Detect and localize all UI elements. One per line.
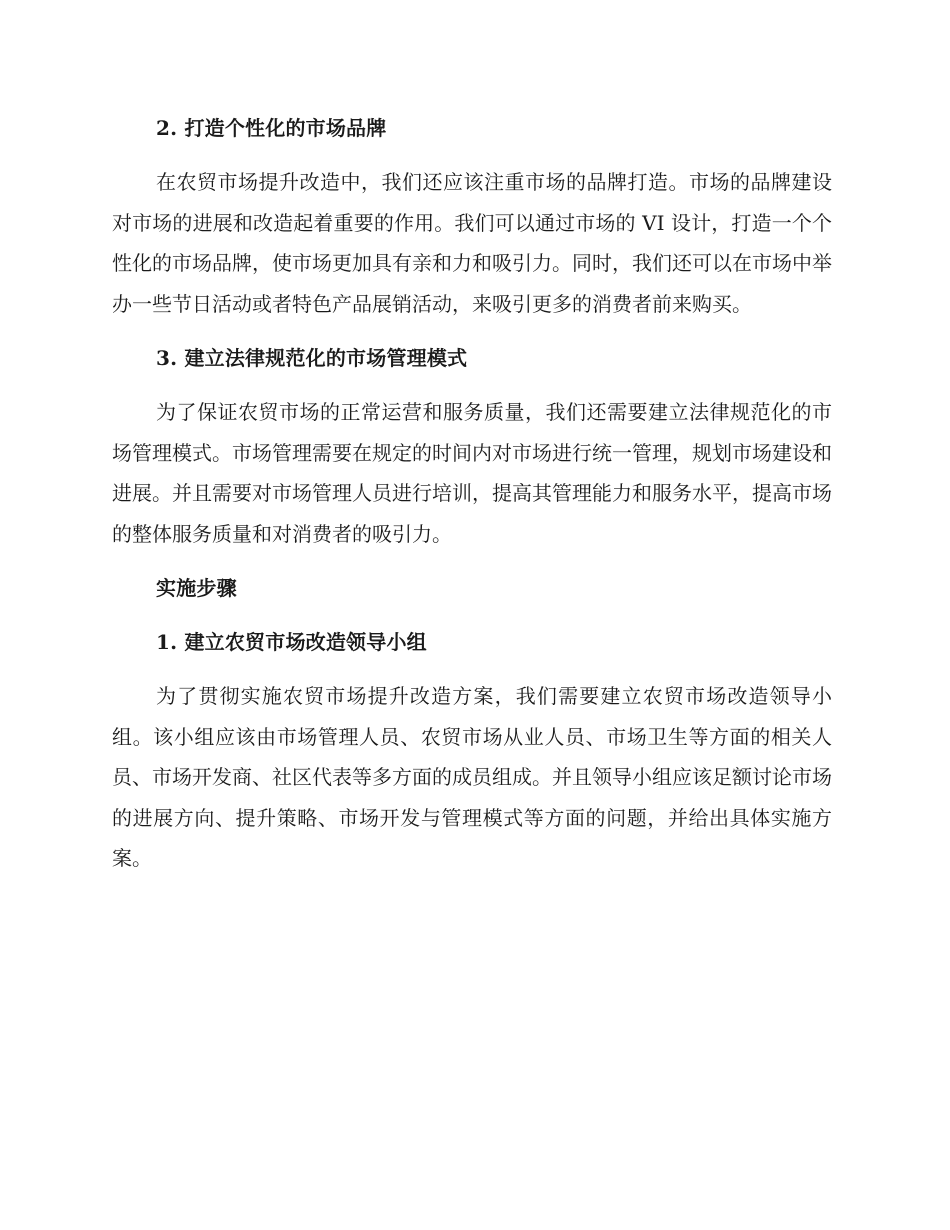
section-paragraph-management: 为了保证农贸市场的正常运营和服务质量，我们还需要建立法律规范化的市场管理模式。市场管理需要在规定的时间内对市场进行统一管理，规划市场建设和进展。并且需要对市场管理人员进行培训，提高其管理能力和服务水平，提高市场的整体服务质量和对消费者的吸引力。	[112, 400, 832, 546]
step-heading-leadership-group: 1. 建立农贸市场改造领导小组	[156, 630, 427, 654]
document-body	[112, 108, 832, 893]
steps-title: 实施步骤	[156, 576, 237, 600]
section-paragraph-brand: 在农贸市场提升改造中，我们还应该注重市场的品牌打造。市场的品牌建设对市场的进展和改造起着重要的作用。我们可以通过市场的 VI 设计，打造一个个性化的市场品牌，使市场更加具有亲和力和吸引力。同时，我们还可以在市场中举办一些节日活动或者特色产品展销活动，来吸引更多的消费者前来购买。	[112, 170, 832, 316]
section-heading-management: 3. 建立法律规范化的市场管理模式	[156, 346, 468, 370]
section-heading-brand: 2. 打造个性化的市场品牌	[156, 116, 387, 140]
step-paragraph-leadership-group: 为了贯彻实施农贸市场提升改造方案，我们需要建立农贸市场改造领导小组。该小组应该由市场管理人员、农贸市场从业人员、市场卫生等方面的相关人员、市场开发商、社区代表等多方面的成员组成。并且领导小组应该足额讨论市场的进展方向、提升策略、市场开发与管理模式等方面的问题，并给出具体实施方案。	[112, 684, 832, 870]
